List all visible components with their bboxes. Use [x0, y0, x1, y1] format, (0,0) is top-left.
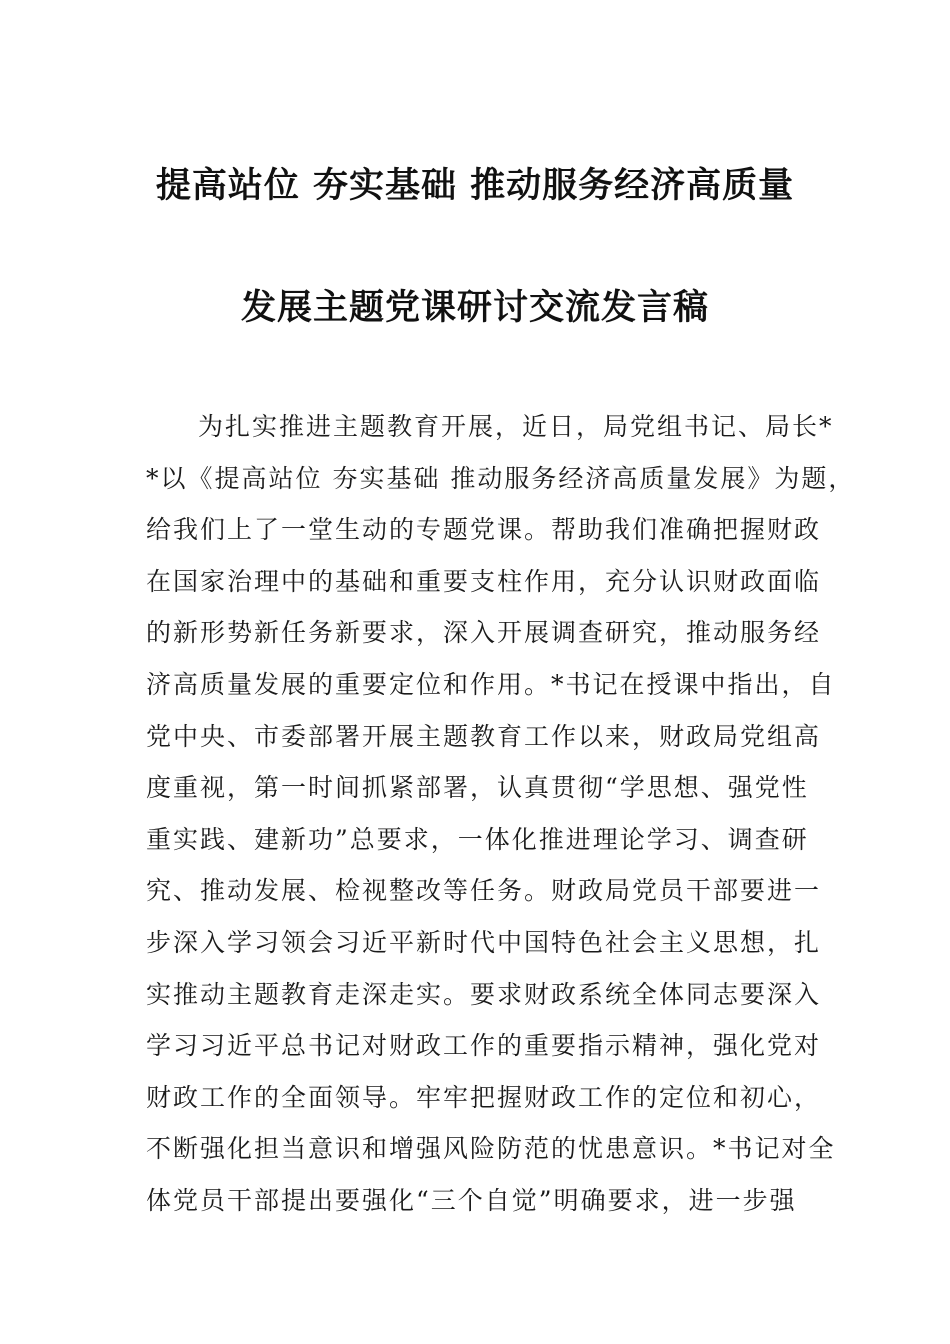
body-line: 度重视，第一时间抓紧部署，认真贯彻“学思想、强党性 — [146, 773, 809, 803]
body-line: 党中央、市委部署开展主题教育工作以来，财政局党组高 — [146, 721, 822, 751]
body-line: 究、推动发展、检视整改等任务。财政局党员干部要进一 — [146, 876, 822, 906]
body-line: 实推动主题教育走深走实。要求财政系统全体同志要深入 — [146, 979, 822, 1009]
document-title-line-2: 发展主题党课研讨交流发言稿 — [240, 287, 709, 328]
body-line: 为扎实推进主题教育开展，近日，局党组书记、局长* — [198, 412, 834, 441]
document-title-line-1: 提高站位 夯实基础 推动服务经济高质量 — [155, 165, 795, 206]
body-line: 重实践、建新功”总要求，一体化推进理论学习、调查研 — [146, 824, 809, 854]
body-line: 不断强化担当意识和增强风险防范的忧患意识。*书记对全 — [146, 1134, 836, 1164]
body-line: 给我们上了一堂生动的专题党课。帮助我们准确把握财政 — [146, 515, 822, 545]
document-body — [146, 408, 856, 1234]
body-line: 在国家治理中的基础和重要支柱作用，充分认识财政面临 — [146, 566, 822, 596]
body-line: 的新形势新任务新要求，深入开展调查研究，推动服务经 — [146, 618, 822, 648]
body-line: 步深入学习领会习近平新时代中国特色社会主义思想，扎 — [146, 927, 822, 957]
body-line: 济高质量发展的重要定位和作用。*书记在授课中指出，自 — [146, 669, 836, 699]
body-line: *以《提高站位 夯实基础 推动服务经济高质量发展》为题， — [146, 463, 856, 493]
body-line: 财政工作的全面领导。牢牢把握财政工作的定位和初心， — [146, 1082, 822, 1112]
body-line: 学习习近平总书记对财政工作的重要指示精神，强化党对 — [146, 1031, 822, 1061]
body-line: 体党员干部提出要强化“三个自觉”明确要求，进一步强 — [146, 1185, 797, 1215]
